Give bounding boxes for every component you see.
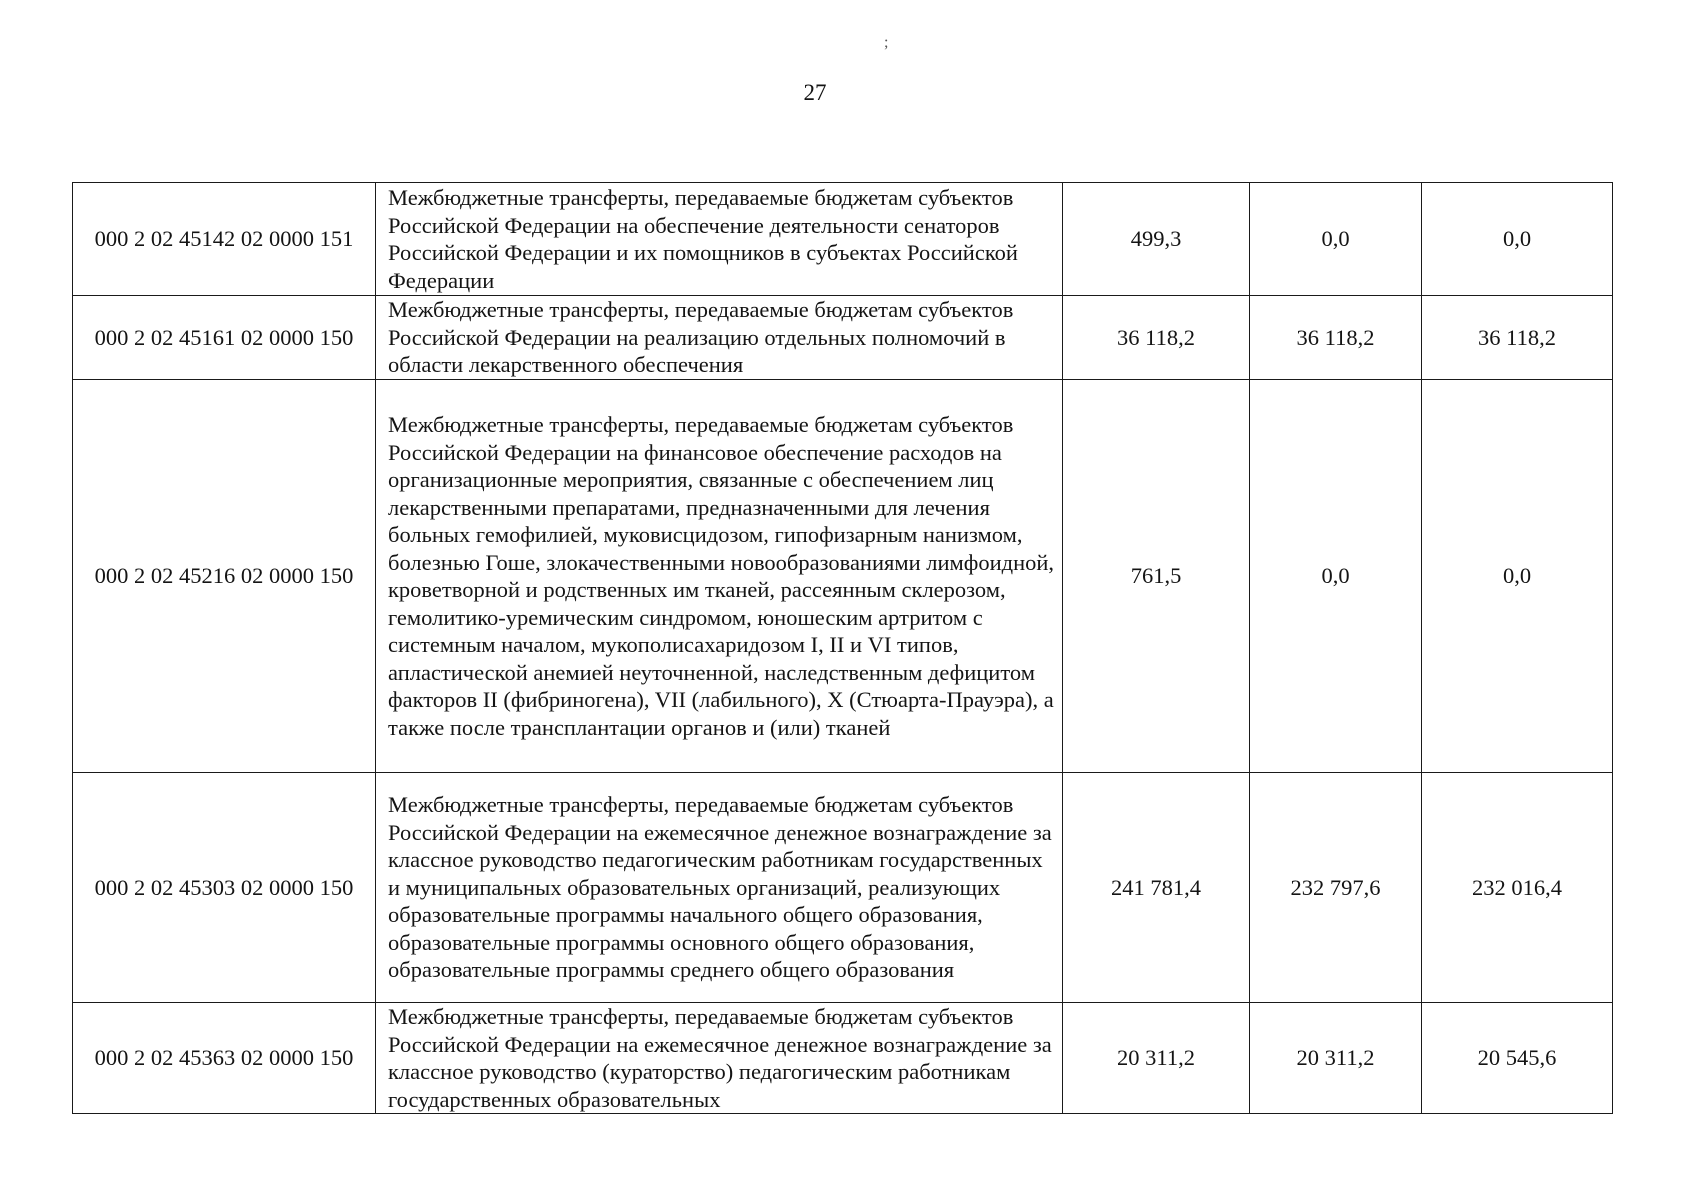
amount-year-2: 0,0 (1250, 380, 1422, 773)
transfer-description: Межбюджетные трансферты, передаваемые бюджетам субъектов Российской Федерации на финансовое обеспечение расходов на организационные мероприятия, связанные с обеспечением лиц лекарственными препаратами, предназначенными для лечения больных гемофилией, муковисцидозом, гипофизарным нанизмом, болезнью Гоше, злокачественными новообразованиями лимфоидной, кроветворной и родственных им тканей, рассеянным склерозом, гемолитико-уремическим синдромом, юношеским артритом с системным началом, мукополисахаридозом I, II и VI типов, апластической анемией неуточненной, наследственным дефицитом факторов II (фибриногена), VII (лабильного), X (Стюарта-Прауэра), а также после трансплантации органов и (или) тканей (376, 380, 1063, 773)
amount-year-1: 761,5 (1063, 380, 1250, 773)
budget-code: 000 2 02 45161 02 0000 150 (73, 296, 376, 380)
amount-year-3: 0,0 (1422, 380, 1613, 773)
amount-year-2: 232 797,6 (1250, 773, 1422, 1003)
amount-year-3: 36 118,2 (1422, 296, 1613, 380)
budget-code: 000 2 02 45216 02 0000 150 (73, 380, 376, 773)
budget-code: 000 2 02 45142 02 0000 151 (73, 183, 376, 296)
transfer-description: Межбюджетные трансферты, передаваемые бюджетам субъектов Российской Федерации на ежемесячное денежное вознаграждение за классное руководство (кураторство) педагогическим работникам государственных образовательных (376, 1003, 1063, 1114)
amount-year-2: 20 311,2 (1250, 1003, 1422, 1114)
amount-year-1: 499,3 (1063, 183, 1250, 296)
transfer-description: Межбюджетные трансферты, передаваемые бюджетам субъектов Российской Федерации на ежемесячное денежное вознаграждение за классное руководство педагогическим работникам государственных и муниципальных образовательных организаций, реализующих образовательные программы начального общего образования, образовательные программы основного общего образования, образовательные программы среднего общего образования (376, 773, 1063, 1003)
table-row (73, 1003, 1613, 1114)
amount-year-3: 20 545,6 (1422, 1003, 1613, 1114)
table-row (73, 380, 1613, 773)
table-row (73, 773, 1613, 1003)
amount-year-1: 36 118,2 (1063, 296, 1250, 380)
budget-table (72, 182, 1613, 1114)
table-row (73, 296, 1613, 380)
amount-year-1: 241 781,4 (1063, 773, 1250, 1003)
budget-code: 000 2 02 45303 02 0000 150 (73, 773, 376, 1003)
amount-year-2: 0,0 (1250, 183, 1422, 296)
amount-year-2: 36 118,2 (1250, 296, 1422, 380)
amount-year-3: 232 016,4 (1422, 773, 1613, 1003)
amount-year-3: 0,0 (1422, 183, 1613, 296)
transfer-description: Межбюджетные трансферты, передаваемые бюджетам субъектов Российской Федерации на обеспечение деятельности сенаторов Российской Федерации и их помощников в субъектах Российской Федерации (376, 183, 1063, 296)
amount-year-1: 20 311,2 (1063, 1003, 1250, 1114)
table-row (73, 183, 1613, 296)
scan-artifact-mark: ; (884, 34, 889, 51)
page-number: 27 (803, 80, 827, 105)
budget-code: 000 2 02 45363 02 0000 150 (73, 1003, 376, 1114)
transfer-description: Межбюджетные трансферты, передаваемые бюджетам субъектов Российской Федерации на реализацию отдельных полномочий в области лекарственного обеспечения (376, 296, 1063, 380)
